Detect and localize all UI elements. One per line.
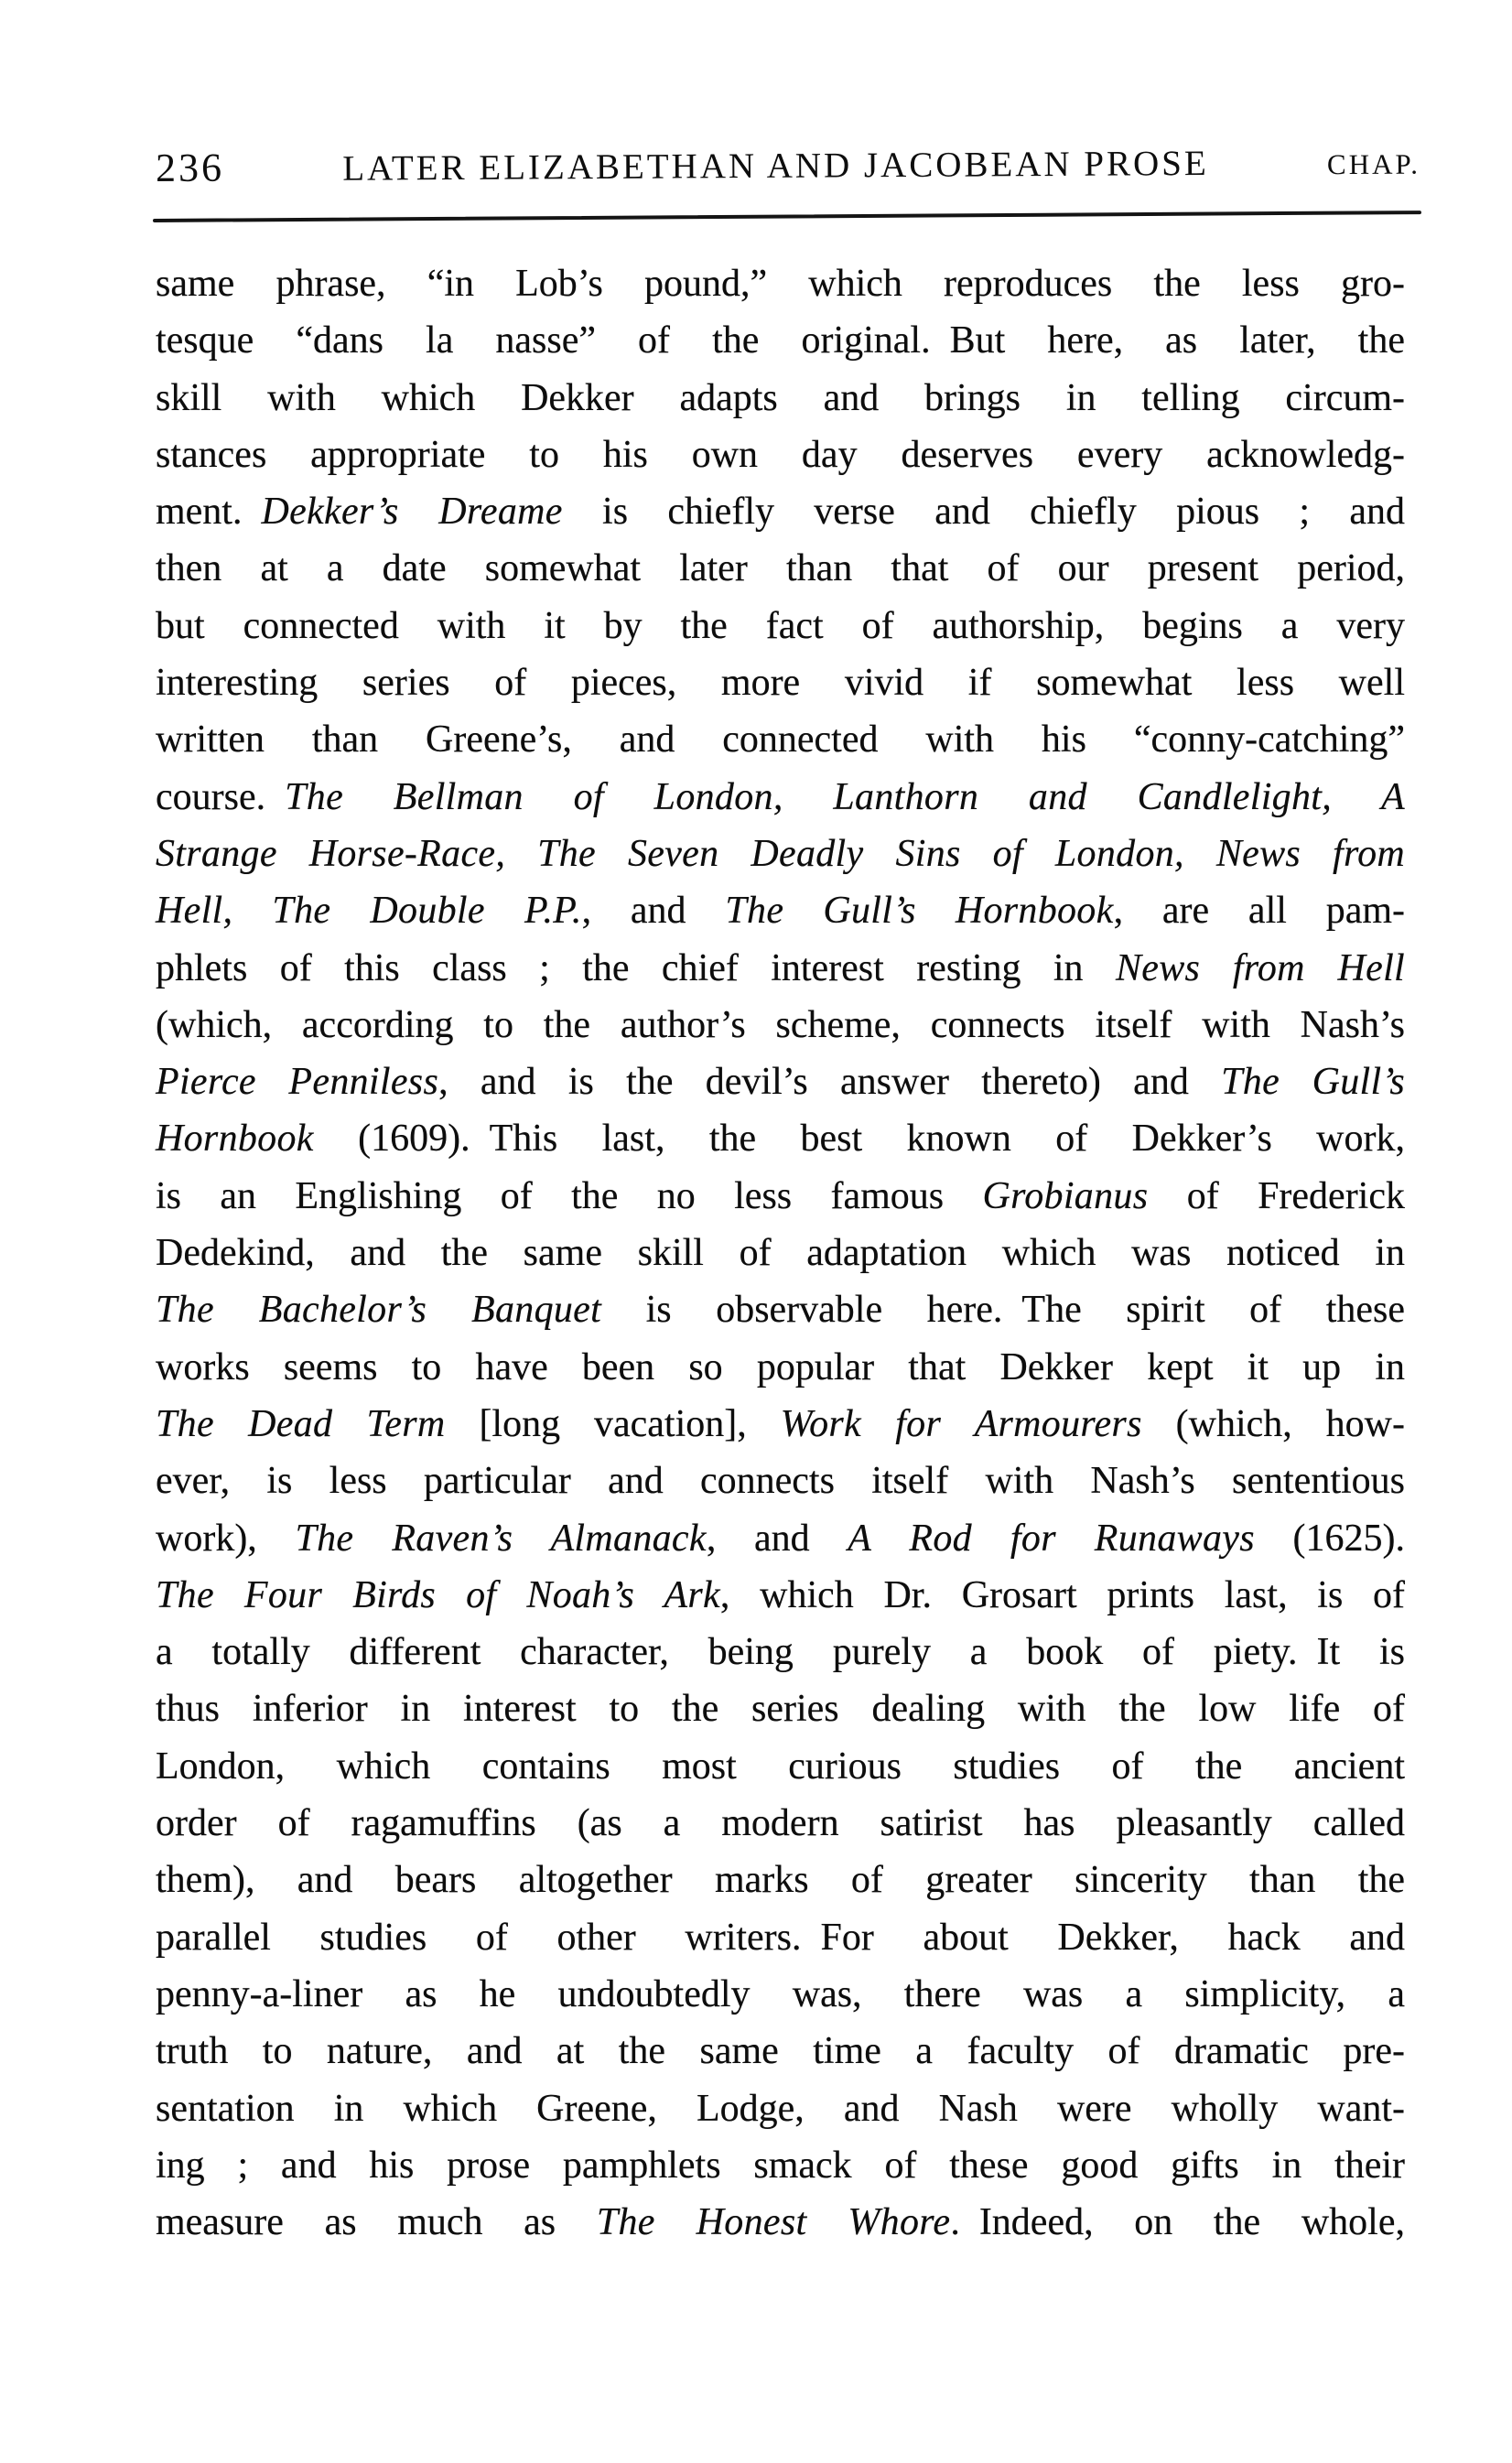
italic-title-text: The Gull’s xyxy=(1221,1061,1406,1104)
italic-title-text: The Gull’s Hornbook xyxy=(725,890,1114,933)
italic-title-text: Pierce Penniless xyxy=(156,1061,439,1104)
body-text: tesque “dans la nasse” of the original. But here, as later, the xyxy=(156,319,1405,362)
text-line xyxy=(156,769,1405,826)
text-line xyxy=(156,2137,1405,2194)
body-text: . Indeed, on the whole, xyxy=(950,2201,1405,2244)
body-text: penny-a-liner as he undoubtedly was, there was a simplicity, a xyxy=(156,1972,1405,2015)
chapter-label: CHAP. xyxy=(1326,147,1421,181)
text-line xyxy=(156,1852,1405,1908)
italic-title-text: News from Hell xyxy=(1115,946,1406,989)
body-text: skill with which Dekker adapts and brings in telling circum- xyxy=(156,376,1405,419)
italic-title-text: A Rod for Runaways xyxy=(848,1517,1255,1560)
text-line xyxy=(156,2023,1405,2080)
body-text: stances appropriate to his own day deserves every acknowledg- xyxy=(156,433,1405,476)
body-text: parallel studies of other writers. For about Dekker, hack and xyxy=(156,1916,1405,1959)
body-text: (which, according to the author’s scheme, connects itself with Nash’s xyxy=(156,1003,1405,1046)
text-line xyxy=(156,2080,1405,2137)
body-text: is chiefly verse and chiefly pious ; and xyxy=(562,491,1406,534)
body-text: them), and bears altogether marks of greater sincerity than the xyxy=(156,1859,1405,1902)
body-text: interesting series of pieces, more vivid if somewhat less well xyxy=(156,662,1405,705)
header-rule xyxy=(153,211,1421,221)
text-line xyxy=(156,1339,1405,1396)
body-text: same phrase, “in Lob’s pound,” which reproduces the less gro- xyxy=(156,263,1405,305)
body-text: measure as much as xyxy=(156,2201,597,2244)
italic-title-text: Hell, The Double P.P. xyxy=(156,890,582,933)
body-text: course. xyxy=(156,775,286,818)
text-line xyxy=(156,370,1405,427)
text-line xyxy=(156,882,1405,939)
body-text: , and is the devil’s answer thereto) and xyxy=(438,1061,1222,1104)
body-text: but connected with it by the fact of authorship, begins a very xyxy=(156,604,1405,647)
body-text: (1625). xyxy=(1254,1517,1405,1560)
page-header xyxy=(156,137,1420,191)
text-line xyxy=(156,1225,1405,1281)
body-text: is observable here. The spirit of these xyxy=(601,1289,1405,1332)
italic-title-text: Work for Armourers xyxy=(780,1402,1142,1445)
text-line xyxy=(156,654,1405,711)
page-number: 236 xyxy=(155,145,225,190)
text-line xyxy=(156,1053,1405,1110)
italic-title-text: The Bachelor’s Banquet xyxy=(156,1289,602,1332)
italic-title-text: The Bellman of London, Lanthorn and Candlelight, A xyxy=(285,775,1405,818)
text-line xyxy=(156,1168,1405,1225)
text-line xyxy=(156,483,1405,540)
body-text: a totally different character, being purely a book of piety. It is xyxy=(156,1631,1405,1674)
text-line xyxy=(156,1567,1405,1624)
text-block xyxy=(156,255,1405,2251)
text-line xyxy=(156,997,1405,1053)
text-line xyxy=(156,598,1405,654)
body-text: (1609). This last, the best known of Dekker’s work, xyxy=(313,1118,1405,1161)
italic-title-text: Grobianus xyxy=(982,1174,1149,1217)
text-line xyxy=(156,1738,1405,1795)
text-line xyxy=(156,255,1405,312)
italic-title-text: The Four Birds of Noah’s Ark xyxy=(156,1573,720,1616)
text-line xyxy=(156,427,1405,483)
body-text: , and xyxy=(581,890,726,933)
body-text: written than Greene’s, and connected with his “conny-catching” xyxy=(156,718,1405,762)
body-text: , which Dr. Grosart prints last, is of xyxy=(719,1573,1405,1616)
body-text: thus inferior in interest to the series dealing with the low life of xyxy=(156,1688,1405,1731)
body-text: , and xyxy=(706,1517,848,1560)
text-line xyxy=(156,1396,1405,1453)
text-line xyxy=(156,1281,1405,1338)
text-line xyxy=(156,940,1405,997)
body-text: of Frederick xyxy=(1148,1174,1405,1217)
body-text: sentation in which Greene, Lodge, and Nash were wholly want- xyxy=(156,2087,1405,2130)
body-text: then at a date somewhat later than that of our present period, xyxy=(156,547,1405,590)
italic-title-text: Strange Horse-Race, The Seven Deadly Sins of London, News from xyxy=(156,832,1405,875)
text-line xyxy=(156,1966,1405,2023)
text-line xyxy=(156,2194,1405,2251)
text-line xyxy=(156,1453,1405,1509)
body-text: , are all pam- xyxy=(1113,890,1405,933)
body-text: ever, is less particular and connects itself with Nash’s sententious xyxy=(156,1460,1405,1503)
body-text: order of ragamuffins (as a modern satirist has pleasantly called xyxy=(156,1802,1405,1845)
text-line xyxy=(156,1510,1405,1567)
text-line xyxy=(156,1624,1405,1680)
italic-title-text: Dekker’s Dreame xyxy=(261,491,563,534)
text-line xyxy=(156,1110,1405,1167)
body-text: truth to nature, and at the same time a faculty of dramatic pre- xyxy=(156,2030,1405,2073)
italic-title-text: The Dead Term xyxy=(156,1402,446,1445)
italic-title-text: The Honest Whore xyxy=(596,2201,951,2244)
body-text: work), xyxy=(156,1517,296,1560)
body-text: (which, how- xyxy=(1141,1402,1405,1445)
body-text: London, which contains most curious studies of the ancient xyxy=(156,1745,1405,1788)
text-line xyxy=(156,1680,1405,1737)
italic-title-text: Hornbook xyxy=(156,1118,314,1161)
italic-title-text: The Raven’s Almanack xyxy=(295,1517,707,1560)
text-line xyxy=(156,312,1405,369)
body-text: is an Englishing of the no less famous xyxy=(156,1174,983,1217)
text-line xyxy=(156,1909,1405,1966)
body-text: ment. xyxy=(156,491,262,534)
body-text: [long vacation], xyxy=(445,1402,781,1445)
running-title: LATER ELIZABETHAN AND JACOBEAN PROSE xyxy=(342,143,1209,189)
body-text: works seems to have been so popular that Dekker kept it up in xyxy=(156,1345,1405,1388)
text-line xyxy=(156,1795,1405,1852)
body-text: Dedekind, and the same skill of adaptation which was noticed in xyxy=(156,1232,1405,1275)
text-line xyxy=(156,540,1405,597)
body-text: phlets of this class ; the chief interest resting in xyxy=(156,946,1116,989)
text-line xyxy=(156,826,1405,882)
body-text: ing ; and his prose pamphlets smack of these good gifts in their xyxy=(156,2144,1405,2187)
text-line xyxy=(156,711,1405,768)
